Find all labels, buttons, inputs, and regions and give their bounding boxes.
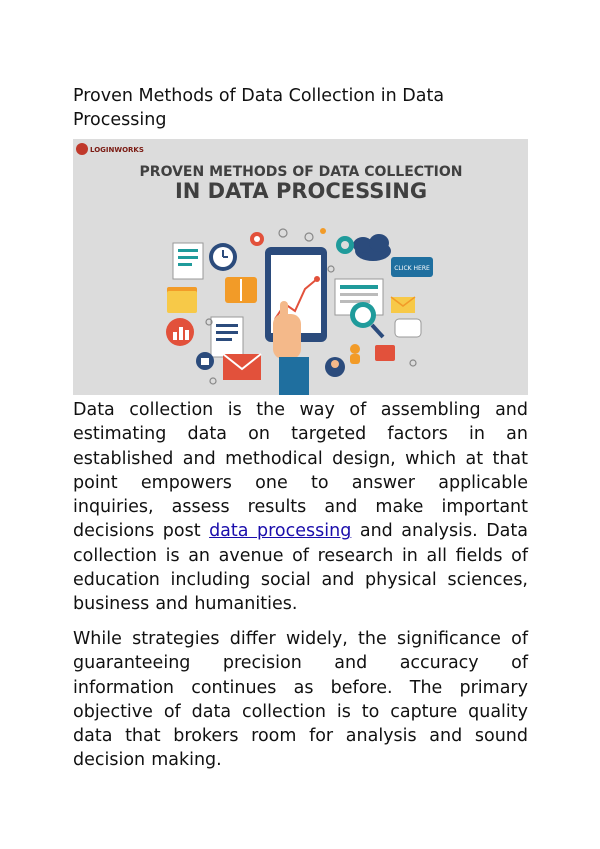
mail-icon [391,297,415,313]
report-sheet-icon [211,317,243,357]
folder-icon [167,287,197,313]
banner-heading-line2: IN DATA PROCESSING [174,179,428,203]
intro-text-end: and analysis. Data collection is an avenue of research in all fields of education including social and physical sciences, business and humanities. [73,521,528,615]
banner-illustration [73,139,528,395]
chat-bubble-icon [395,319,421,337]
banner-heading-line1: PROVEN METHODS OF DATA COLLECTION [139,164,463,180]
page-title: Proven Methods of Data Collection in Data Processing [73,86,445,130]
gear-icon [336,236,354,254]
clock-icon [209,243,237,271]
location-pin-icon [250,232,264,246]
data-processing-link[interactable]: data processing [209,521,352,542]
email-envelope-icon [223,354,261,380]
cloud-icon [353,234,391,261]
article-banner-image [73,139,528,395]
click-here-label: CLICK HERE [394,265,430,272]
book-icon [225,277,257,303]
document-list-icon [173,243,203,279]
intro-text-start: Data collection is the way of assembling and estimating data on targeted factors in an established and methodical design, which at that point empowers one to answer applicable inquiries, assess results and make important decisions post [73,400,528,542]
logo-text: LOGINWORKS [90,146,144,154]
intro-paragraph [73,398,528,617]
second-paragraph: While strategies differ widely, the significance of guaranteeing precision and accuracy of information continues as before. The primary objective of data collection is to capture quality data that brokers room for analysis and sound decision making. [73,629,528,771]
user-profile-icon [325,357,345,377]
bar-chart-icon [166,318,194,346]
click-here-button [391,257,433,277]
coffee-cup-icon [375,345,395,361]
like-icon [196,352,214,370]
